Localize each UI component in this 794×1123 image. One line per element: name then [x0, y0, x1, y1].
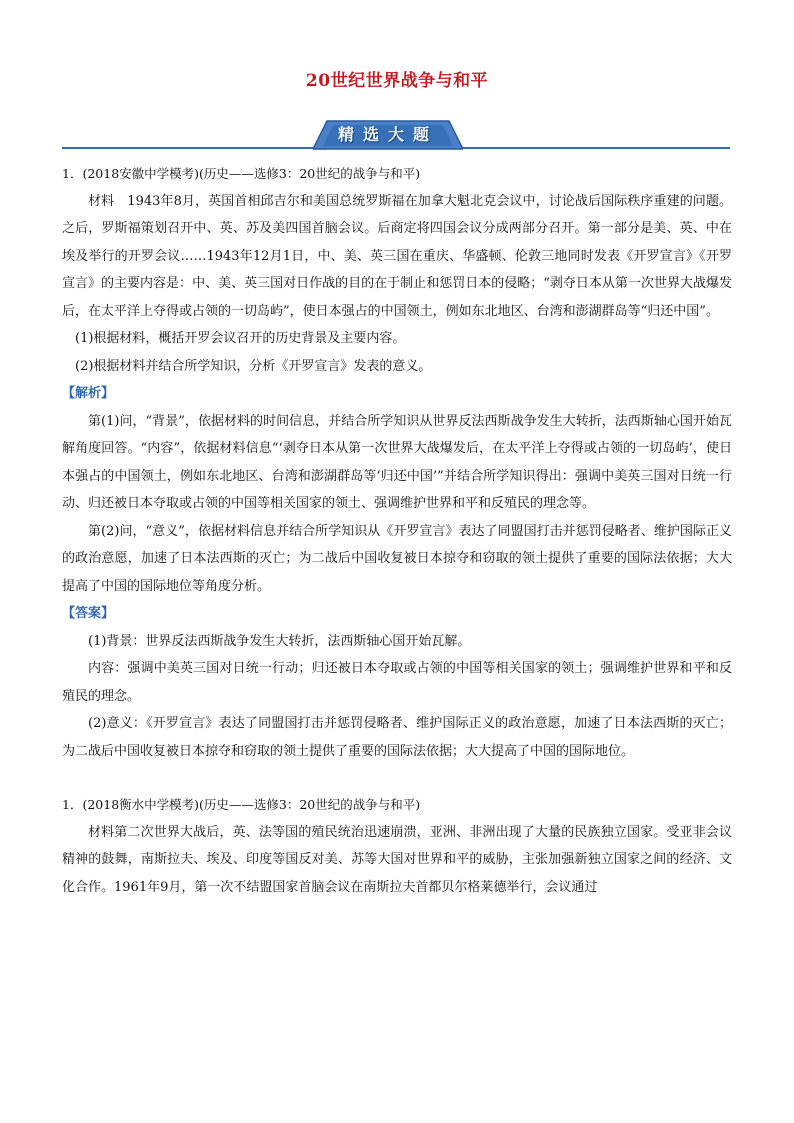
question-2-material: 材料第二次世界大战后，英、法等国的殖民统治迅速崩溃，亚洲、非洲出现了大量的民族独立国家。受亚非会议精神的鼓舞，南斯拉夫、埃及、印度等国反对美、苏等大国对世界和平的威胁，主张加强新独立国家之间的经济、文化合作。1961年9月，第一次不结盟国家首脑会议在南斯拉夫首都贝尔格莱德举行，会议通过 [62, 824, 732, 895]
question-2-heading: 1．(2018衡水中学模考)(历史——选修3：20世纪的战争与和平) [62, 797, 421, 812]
analysis-tag: 【解析】 [62, 386, 115, 401]
answer-part-1: (1)背景：世界反法西斯战争发生大转折，法西斯轴心国开始瓦解。 [88, 633, 471, 649]
question-1-sub-1: (1)根据材料，概括开罗会议召开的历史背景及主要内容。 [75, 331, 406, 346]
document-body [62, 160, 732, 901]
section-banner [313, 118, 463, 150]
question-1-material: 材料 1943年8月，英国首相邱吉尔和美国总统罗斯福在加拿大魁北克会议中，讨论战后国际秩序重建的问题。之后，罗斯福策划召开中、英、苏及美四国首脑会议。后商定将四国会议分成两部分召开。第一部分是美、英、中在埃及举行的开罗会议……1943年12月1日，中、美、英三国在重庆、华盛顿、伦敦三地同时发表《开罗宣言》《开罗宣言》的主要内容是：中、美、英三国对日作战的目的在于制止和惩罚日本的侵略；“剥夺日本从第一次世界大战爆发后，在太平洋上夺得或占领的一切岛屿”，使日本强占的中国领土，例如东北地区、台湾和澎湖群岛等“归还中国”。 [62, 193, 732, 319]
banner-label: 精选大题 [337, 125, 438, 144]
analysis-part-1: 第(1)问，“背景”，依据材料的时间信息，并结合所学知识从世界反法西斯战争发生大转折，法西斯轴心国开始瓦解角度回答。“内容”，依据材料信息“‘剥夺日本从第一次世界大战爆发后，在太平洋上夺得或占领的一切岛屿’，使日本强占的中国领土，例如东北地区、台湾和澎湖群岛等‘归还中国’”并结合所学知识得出：强调中美英三国对日统一行动、归还被日本夺取或占领的中国等相关国家的领土、强调维护世界和平和反殖民的理念等。 [62, 413, 732, 511]
document-title: 20世纪世界战争与和平 [305, 71, 489, 91]
answer-tag: 【答案】 [62, 606, 115, 621]
answer-part-2: (2)意义：《开罗宣言》表达了同盟国打击并惩罚侵略者、维护国际正义的政治意愿，加速了日本法西斯的灭亡；为二战后中国收复被日本掠夺和窃取的领土提供了重要的国际法依据；大大提高了中国的国际地位。 [62, 716, 732, 759]
question-1-heading: 1．(2018安徽中学模考)(历史——选修3：20世纪的战争与和平) [62, 166, 421, 181]
analysis-part-2: 第(2)问，“意义”，依据材料信息并结合所学知识从《开罗宣言》表达了同盟国打击并惩罚侵略者、维护国际正义的政治意愿，加速了日本法西斯的灭亡；为二战后中国收复被日本掠夺和窃取的领土提供了重要的国际法依据；大大提高了中国的国际地位等角度分析。 [62, 523, 732, 594]
question-spacer [62, 765, 732, 791]
answer-part-1-content: 内容：强调中美英三国对日统一行动；归还被日本夺取或占领的中国等相关国家的领土；强调维护世界和平和反殖民的理念。 [62, 661, 732, 704]
question-1-sub-2: (2)根据材料并结合所学知识，分析《开罗宣言》发表的意义。 [75, 358, 432, 374]
